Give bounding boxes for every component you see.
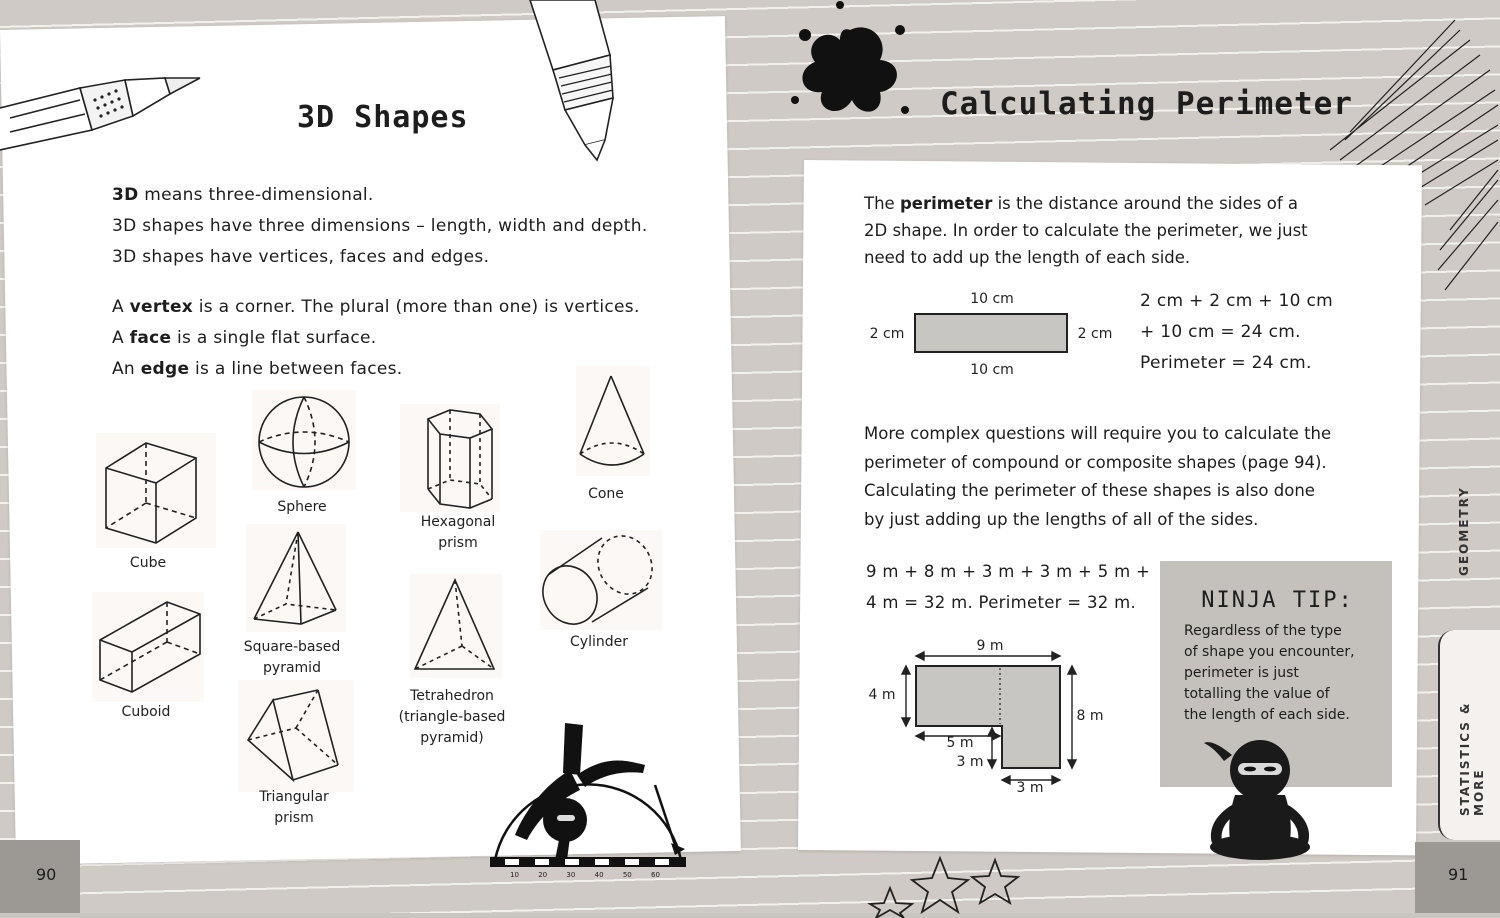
complex-line: More complex questions will require you to calculate the (864, 424, 1332, 443)
rect-top-label: 10 cm (970, 291, 1014, 307)
sphere-label: Sphere (277, 499, 327, 515)
compound-top-label: 9 m (976, 638, 1004, 654)
definition-vertex: A vertex is a corner. The plural (more than one) is vertices. (112, 297, 640, 317)
calc-line: + 10 cm = 24 cm. (1140, 322, 1301, 342)
page-title-perimeter: Calculating Perimeter (940, 86, 1353, 122)
compound-left-label: 4 m (868, 687, 896, 703)
intro-line-1: 3D means three-dimensional. (112, 185, 374, 205)
page-title-3d-shapes: 3D Shapes (297, 100, 469, 135)
compound-calculation (866, 556, 1166, 618)
rect-left-label: 2 cm (869, 326, 905, 342)
rect-right-label: 2 cm (1077, 326, 1113, 342)
compound-bottom-label: 3 m (1016, 780, 1044, 796)
protractor-tick: 10 (510, 871, 519, 879)
tetrahedron-label: Tetrahedron (triangle-based pyramid) (398, 688, 506, 746)
rectangle-diagram (914, 313, 1068, 353)
pen-icon (525, 0, 645, 170)
complex-line: perimeter of compound or composite shapes (page 94). (864, 452, 1327, 472)
cone-icon (576, 366, 650, 476)
cube-label: Cube (129, 555, 167, 571)
protractor-tick: 60 (651, 871, 660, 879)
tip-line: Regardless of the type (1184, 623, 1342, 639)
compound-inner-h-label: 5 m (946, 735, 974, 751)
pencil-icon (0, 70, 220, 180)
cube-icon (96, 433, 216, 548)
protractor-tick: 20 (538, 871, 548, 879)
complex-line: by just adding up the lengths of all of the sides. (864, 509, 1259, 529)
ninja-tip-title: NINJA TIP: (1201, 588, 1354, 613)
complex-line: Calculating the perimeter of these shapes is also done (864, 481, 1315, 500)
definition-edge: An edge is a line between faces. (112, 359, 403, 379)
perimeter-definition: The perimeter is the distance around the sides of a 2D shape. In order to calculate the perimeter, we just need to add up the length of each side. (864, 194, 1308, 267)
protractor-tick: 50 (622, 871, 632, 879)
sphere-icon (252, 390, 356, 490)
triangular-prism-icon (238, 680, 354, 792)
square-pyramid-icon (246, 524, 346, 632)
ninja-meditating-illustration (1200, 735, 1320, 865)
tip-line: perimeter is just (1184, 665, 1299, 681)
cone-label: Cone (588, 486, 624, 502)
page-number-left: 90 (36, 865, 57, 884)
page-number-right: 91 (1448, 865, 1469, 884)
cylinder-icon (540, 530, 662, 630)
ninja-tip-text (1184, 621, 1384, 726)
square-pyramid-label: Square-based pyramid (243, 639, 341, 676)
protractor-scale (510, 871, 660, 879)
stars-decoration (870, 848, 1030, 918)
protractor-tick: 30 (566, 871, 576, 879)
intro-line-3: 3D shapes have vertices, faces and edges. (112, 247, 490, 267)
calc-line: 4 m = 32 m. Perimeter = 32 m. (866, 593, 1137, 612)
cuboid-label: Cuboid (121, 704, 171, 720)
compound-inner-v-label: 3 m (956, 754, 984, 770)
definition-face: A face is a single flat surface. (112, 328, 377, 348)
triangular-prism-label: Triangular prism (259, 789, 329, 826)
cuboid-icon (92, 592, 204, 702)
tab-statistics[interactable]: STATISTICS & MORE (1458, 701, 1486, 816)
hexagonal-prism-icon (400, 404, 500, 512)
tip-line: the length of each side. (1184, 707, 1350, 723)
cylinder-label: Cylinder (570, 634, 628, 650)
hexagonal-prism-label: Hexagonal prism (420, 514, 496, 551)
calc-line: 9 m + 8 m + 3 m + 3 m + 5 m + (866, 562, 1151, 581)
tab-geometry[interactable]: GEOMETRY (1457, 486, 1471, 576)
calc-line: 2 cm + 2 cm + 10 cm (1140, 291, 1333, 311)
tip-line: totalling the value of (1184, 686, 1330, 702)
intro-line-2: 3D shapes have three dimensions – length, width and depth. (112, 216, 648, 236)
ninja-cartwheel-illustration (485, 715, 695, 885)
rect-bottom-label: 10 cm (970, 362, 1014, 378)
complex-shapes-text (864, 420, 1404, 534)
calc-line: Perimeter = 24 cm. (1140, 353, 1312, 373)
rect-calculation (1140, 286, 1380, 379)
protractor-tick: 40 (594, 871, 604, 879)
tip-line: of shape you encounter, (1184, 644, 1355, 660)
ink-splat-decoration (780, 0, 920, 140)
tetrahedron-icon (410, 574, 502, 678)
compound-right-label: 8 m (1076, 708, 1104, 724)
intro-text (112, 180, 712, 273)
